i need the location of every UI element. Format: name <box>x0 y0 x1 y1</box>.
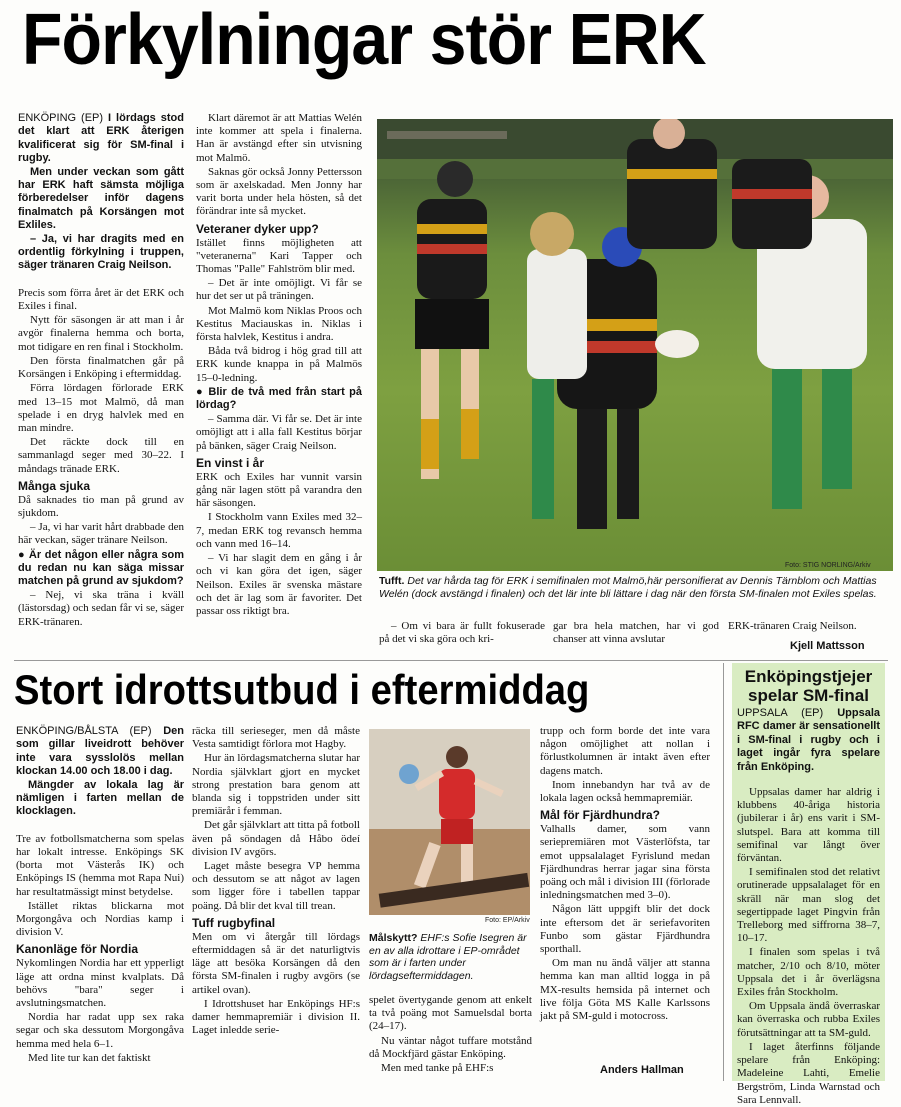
paragraph: ERK-tränaren Craig Neilson. <box>728 620 857 632</box>
paragraph: Tre av fotbollsmatcherna som spelas har lokalt intresse. Enköpings SK (borta mot Västerås IK) och Enköpings IS (hemma mot Rapa Nui) har resultatmässigt minst betydelse. <box>16 832 184 898</box>
article1-column-5 <box>728 620 888 634</box>
article2-column-2 <box>192 725 360 1038</box>
paragraph: Hur än lördagsmatcherna slutar har Nordia självklart gjort en mycket strong prestation bara genom att blanda sig i toppstriden under sitt premiärår i femman. <box>192 752 360 818</box>
article1-column-4 <box>553 620 719 647</box>
article1-lead: ENKÖPING (EP) I lördags stod det klart att ERK återigen kvalificerat sig för SM-final i rugby. <box>18 112 184 165</box>
paragraph: Precis som förra året är det ERK och Exiles i final. <box>18 286 184 313</box>
paragraph: Laget måste besegra VP hemma och dessutom se att något av lagen som ligger före i tabellen tappar poäng. Då blir det kval till trean. <box>192 860 360 912</box>
article2-column-4 <box>540 725 710 1024</box>
sidebar-headline: Enköpingstjejer spelar SM-final <box>744 667 873 705</box>
subheading: Kanonläge för Nordia <box>16 942 139 957</box>
paragraph: – Nej, vi ska träna i kväll (lästorsdag) och sedan får vi se, säger ERK-tränaren. <box>18 589 184 628</box>
article2-column-1 <box>16 725 184 1066</box>
article1-lead-p3: – Ja, vi har dragits med en ordentlig förkylning i truppen, säger tränaren Craig Neilson. <box>18 232 184 272</box>
paragraph: Men med tanke på EHF:s <box>381 1062 494 1075</box>
byline: Anders Hallman <box>600 1064 684 1076</box>
paragraph: Med lite tur kan det faktiskt <box>28 1051 151 1064</box>
paragraph: Den första finalmatchen går på Korsängen i Enköping i eftermiddag. <box>18 354 184 381</box>
paragraph: Nytt för säsongen är att man i år avgör finalerna hemma och borta, mot tidigare en ren final i Stockholm. <box>18 314 184 353</box>
paragraph: Nordia har radat upp sex raka segar och ska dessutom Morgongåva hemma med hela 6–1. <box>16 1011 184 1050</box>
paragraph: Det räckte dock till en sammanlagd seger med 30–22. I måndags tränade ERK. <box>18 436 184 475</box>
paragraph: Om man nu ändå väljer att stanna hemma kan man alltid logga in på MX-results hemsida på internet och live följa Göta MS Kalle Karlssons jakt på SM-guld i motocross. <box>540 957 710 1023</box>
paragraph: Någon lätt uppgift blir det dock inte eftersom det är seriefavoriten Funbo som gästar Fjärdhundra sporthall. <box>540 903 710 956</box>
paragraph: – Ja, vi har varit hårt drabbade den här veckan, säger tränare Neilson. <box>18 521 184 547</box>
paragraph: – Om vi bara är fullt fokuserade på det vi ska göra och kri- <box>379 620 545 646</box>
subheading: En vinst i år <box>196 455 265 470</box>
subheading: Tuff rugbyfinal <box>192 915 276 930</box>
photo-caption: Tufft. Det var hårda tag för ERK i semifinalen mot Malmö,här personifierat av Dennis Tärnblom och Mattias Welén (dock avstängd i finalen) och det lär inte bli lättare i dag när den första SM-finalen mot Exiles spelas. <box>379 575 877 600</box>
paragraph: – Det är inte omöjligt. Vi får se hur det ser ut på träningen. <box>196 277 362 303</box>
paragraph: I finalen som spelas i två matcher, 2/10 och 8/10, möter Uppsala det i år överlägsna Exiles från Stockholm. <box>737 946 880 999</box>
paragraph: trupp och form borde det inte vara någon omöjlighet att nollan i förlustkolumnen är intakt även efter dagens match. <box>540 725 710 777</box>
article1-lead-p2: Men under veckan som gått har ERK haft sämsta möjliga förberedelser inför dagens finalmatch på Korsängen mot Exliles. <box>18 165 184 232</box>
interview-question: ● Är det någon eller några som du redan nu kan säga missar matchen på grund av sjukdom? <box>18 548 184 587</box>
sidebar-box <box>732 663 885 1106</box>
dateline: ENKÖPING/BÅLSTA (EP) <box>16 725 152 737</box>
article2-lead: ENKÖPING/BÅLSTA (EP) Den som gillar liveidrott behöver inte vara sysslolös mellan klockan 14.00 och 18.00 i dag. <box>16 725 184 778</box>
article1-column-2 <box>196 112 362 619</box>
paragraph: Om Uppsala ändå överraskar kan överraska och rubba Exiles förutsättningar att ta SM-guld. <box>737 1000 880 1039</box>
interview-question: ● Blir de två med från start på lördag? <box>196 385 362 412</box>
paragraph: Uppsalas damer har aldrig i klubbens 40-åriga historia (jubilerar i år) ens varit i SM-slutspel. Bara att komma till semifinal var långt över förväntan. <box>737 786 880 865</box>
sidebar-body <box>732 707 885 1107</box>
paragraph: Båda två bidrog i hög grad till att ERK kunde knappa in på Malmös 15–0-ledning. <box>196 345 362 384</box>
paragraph: Mot Malmö kom Niklas Proos och Kestitus Maciauskas in. Niklas i första halvlek, Kestitus i andra. <box>196 304 362 344</box>
paragraph: ERK och Exiles har vunnit varsin gång när lagen stött på varandra den här säsongen. <box>196 470 362 510</box>
dateline: ENKÖPING (EP) <box>18 112 104 124</box>
article1-column-1 <box>18 112 184 630</box>
paragraph: – Vi har slagit dem en gång i år och vi kan göra det igen, säger Neilson. Exiles är svenska mästare och det är lag som är favoriter. Det passar oss riktigt bra. <box>196 552 362 617</box>
paragraph: Men om vi återgår till lördags eftermiddagen så är det naturligtvis läge att besöka Korsängen då den första SM-finalen i rugby avgörs (se artikel ovan). <box>192 930 360 996</box>
article1-headline: Förkylningar stör ERK <box>22 0 706 80</box>
article2-column-3 <box>369 994 532 1076</box>
article2-headline: Stort idrottsutbud i eftermiddag <box>14 666 590 713</box>
paragraph: I laget återfinns följande spelare från Enköping: Madeleine Lahti, Emelie Bergström, Linda Warnstad och Sara Lennvall. <box>737 1040 880 1106</box>
paragraph: I Idrottshuset har Enköpings HF:s damer hemmapremiär i division II. Laget inledde serie- <box>192 997 360 1037</box>
paragraph: – Samma där. Vi får se. Det är inte omöjligt att i alla fall Kestitus börjar på bänken, säger Craig Neilson. <box>196 413 362 452</box>
caption-label: Målskytt? <box>369 932 418 944</box>
handball-photo-illustration <box>369 729 530 915</box>
dateline: UPPSALA (EP) <box>737 707 824 719</box>
paragraph: Istället finns möjligheten att "veteranerna" Kari Tapper och Thomas "Palle" Fahlström blir med. <box>196 236 362 276</box>
paragraph: I Stockholm vann Exiles med 32–7, medan ERK tog revansch hemma och vann med 16–14. <box>196 511 362 550</box>
paragraph: Inom innebandyn har två av de lokala lagen också hemmapremiär. <box>540 778 710 805</box>
paragraph: räcka till serieseger, men då måste Vesta samtidigt förlora mot Hagby. <box>192 725 360 751</box>
handball-photo <box>369 729 530 915</box>
article2-lead-p2: Mängder av lokala lag är nämligen i farten mellan de klocklagen. <box>16 778 184 818</box>
paragraph: spelet övertygande genom att enkelt ta två poäng mot Samuelsdal borta (24–17). <box>369 994 532 1033</box>
byline: Kjell Mattsson <box>790 640 865 652</box>
photo-caption: Målskytt? EHF:s Sofie Isegren är en av alla idrottare i EP-området som är i farten under lördagseftermiddagen. <box>369 932 527 982</box>
photo-credit: Foto: EP/Arkiv <box>485 917 530 924</box>
paragraph: Saknas gör också Jonny Pettersson som är axelskadad. Men Jonny har varit borta under hela hösten, så det förändrar inte så mycket. <box>196 165 362 218</box>
caption-label: Tufft. <box>379 575 405 587</box>
rugby-photo-illustration <box>377 119 893 571</box>
paragraph: I semifinalen stod det relativt orutinerade uppsalalaget för en skräll när man slog det segertippade laget Pingvin från Trelleborg med siffrorna 38–7, 10–17. <box>737 866 880 945</box>
rugby-photo <box>377 119 893 571</box>
column-divider <box>723 663 724 1081</box>
paragraph: Det går självklart att titta på fotboll även på söndagen då Håbo ödeí division IV avgörs. <box>192 819 360 858</box>
paragraph: Då saknades tio man på grund av sjukdom. <box>18 493 184 519</box>
subheading: Mål för Fjärdhundra? <box>540 808 660 823</box>
sidebar-lead: UPPSALA (EP) Uppsala RFC damer är sensationellt i SM-final i rugby och i laget ingår fyra spelare från Enköping. <box>737 707 880 773</box>
divider <box>14 660 888 661</box>
paragraph: gar bra hela matchen, har vi god chanser att vinna avslutar <box>553 620 719 646</box>
paragraph: Nu väntar något tuffare motstånd då Mockfjärd gästar Enköping. <box>369 1034 532 1060</box>
subheading: Veteraner dyker upp? <box>196 221 319 236</box>
paragraph: Klart däremot är att Mattias Welén inte kommer att spela i finalerna. Han är avstängd efter sin utvisning mot Malmö. <box>196 112 362 164</box>
subheading: Många sjuka <box>18 478 91 493</box>
paragraph: Valhalls damer, som vann seriepremiären mot Västerlöfsta, tar emot uppsalalaget Fyrislund medan Fjärdhundras herrar jagar sina första poäng och mål i division III (förlorade inledningsmatchen med 3–0). <box>540 823 710 902</box>
photo-credit: Foto: STIG NORLING/Arkiv <box>785 562 871 569</box>
paragraph: Istället riktas blickarna mot Morgongåva och Nordias kamp i division V. <box>16 899 184 939</box>
paragraph: Förra lördagen förlorade ERK med 13–15 mot Malmö, då man spelade i en dryg halvlek med en man mindre. <box>18 382 184 434</box>
article1-column-3 <box>379 620 545 647</box>
paragraph: Nykomlingen Nordia har ett ypperligt läge att ordna minst kvalplats. Då behövs "bara" seger i avslutningsmatchen. <box>16 957 184 1010</box>
